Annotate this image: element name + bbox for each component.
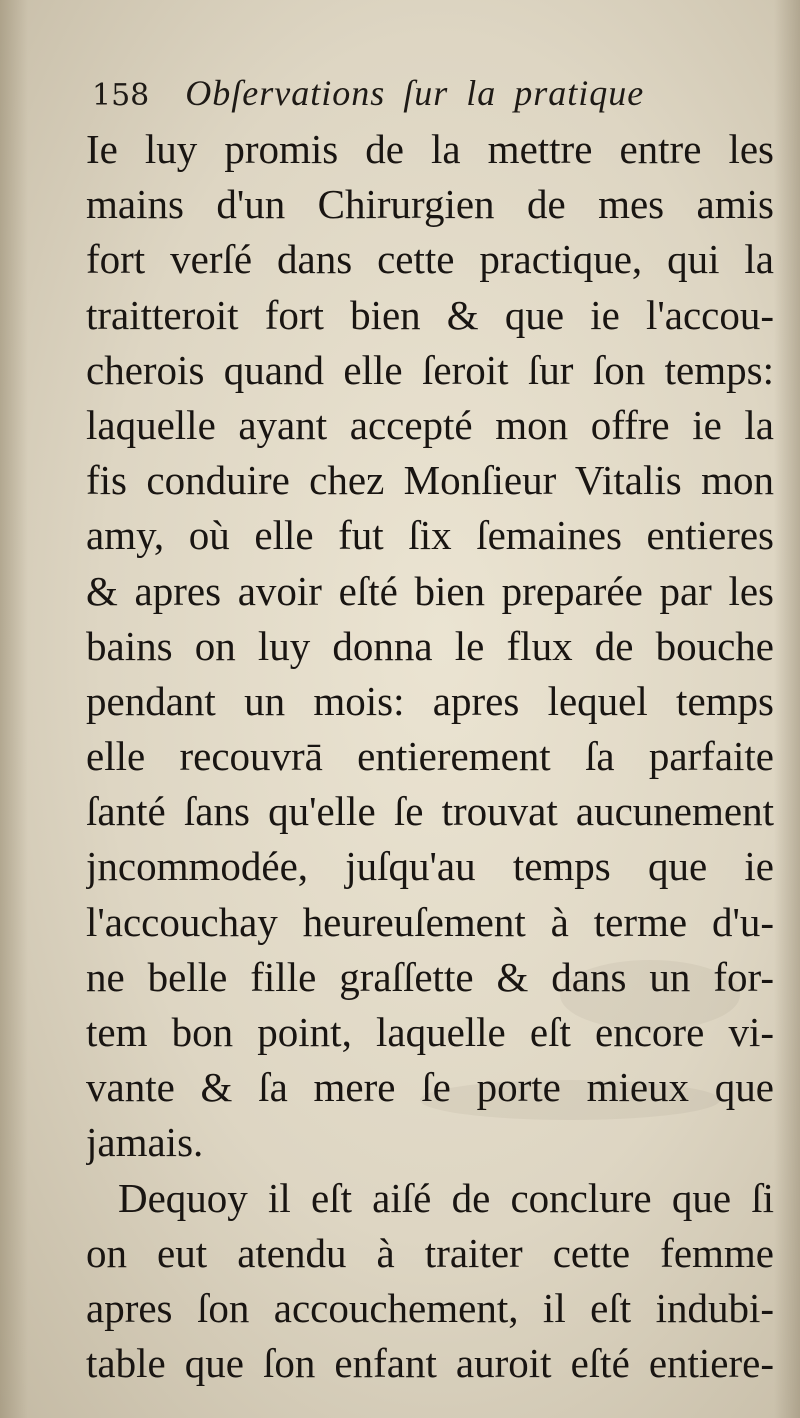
text-line: Ie luy promis de la mettre entre les: [86, 126, 774, 172]
text-line: ſanté ſans qu'elle ſe trouvat aucunement: [86, 788, 774, 835]
text-line: & apres avoir eſté bien preparée par les: [86, 567, 774, 614]
text-line: jncommodée, juſqu'au temps que ie: [86, 843, 774, 890]
paragraph-start-line: Dequoy il eſt aiſé de conclure que ſi: [118, 1174, 774, 1221]
text-line: mains d'un Chirurgien de mes amis: [86, 181, 774, 228]
text-line: fort verſé dans cette practique, qui la: [86, 236, 774, 283]
text-line: elle recouvrā entierement ſa parfaite: [86, 733, 774, 780]
text-line: table que ſon enfant auroit eſté entiere-: [86, 1340, 774, 1387]
text-line: pendant un mois: apres lequel temps: [86, 677, 774, 724]
text-line: fis conduire chez Monſieur Vitalis mon: [86, 457, 774, 504]
text-line: l'accouchay heureuſement à terme d'u-: [86, 898, 774, 945]
page-number: 158: [92, 78, 150, 113]
body-text: [86, 122, 774, 1391]
text-line: jamais.: [86, 1119, 204, 1166]
running-head: [92, 72, 644, 116]
text-line: apres ſon accouchement, il eſt indubi-: [86, 1284, 774, 1331]
text-line: traitteroit fort bien & que ie l'accou-: [86, 291, 774, 338]
running-title: Obſervations ſur la pratique: [185, 73, 645, 113]
text-line: cherois quand elle ſeroit ſur ſon temps:: [86, 346, 774, 393]
text-line: on eut atendu à traiter cette femme: [86, 1229, 774, 1276]
text-line: amy, où elle fut ſix ſemaines entieres: [86, 512, 774, 559]
text-line: vante & ſa mere ſe porte mieux que: [86, 1064, 774, 1111]
text-line: ne belle fille graſſette & dans un for-: [86, 953, 774, 1000]
page-edge-shadow: [774, 0, 800, 1418]
text-line: tem bon point, laquelle eſt encore vi-: [86, 1009, 774, 1055]
page-gutter-shadow: [0, 0, 28, 1418]
text-line: bains on luy donna le flux de bouche: [86, 622, 774, 669]
text-line: laquelle ayant accepté mon offre ie la: [86, 401, 774, 448]
